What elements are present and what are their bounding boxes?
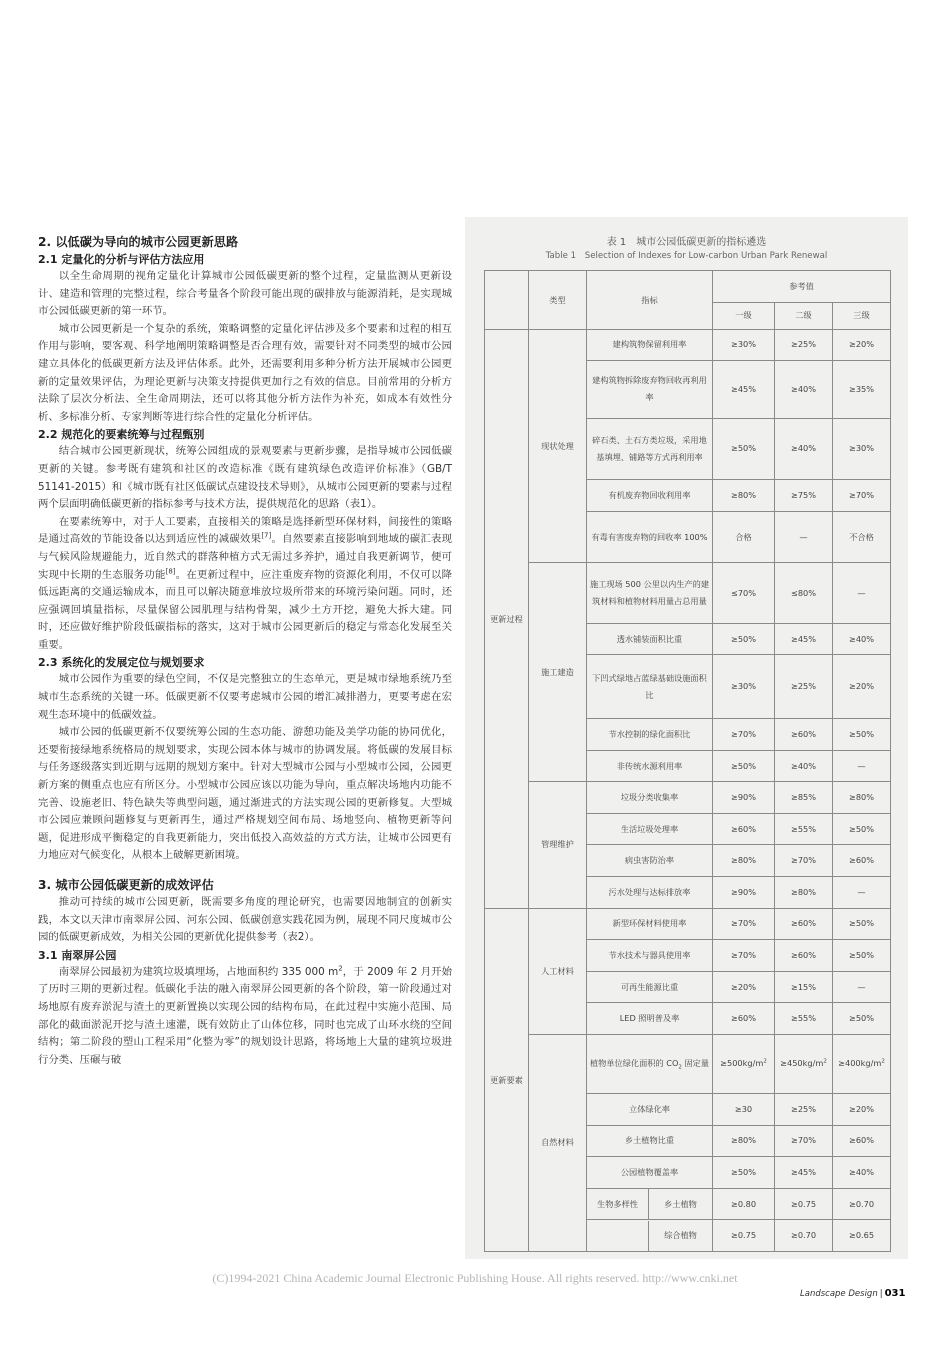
section-2-2-heading: 2.2 规范化的要素统筹与过程甄别	[38, 428, 205, 442]
table-caption-en: Table 1 Selection of Indexes for Low-carbon Urban Park Renewal	[545, 251, 828, 261]
value-text: ≥400	[838, 1058, 861, 1069]
group-elements: 更新要素	[485, 908, 529, 1251]
superscript: 2	[881, 1058, 885, 1065]
paragraph	[38, 964, 452, 1070]
folio-separator: |	[879, 1289, 883, 1299]
paragraph: 城市公园作为重要的绿色空间，不仅是完整独立的生态单元，更是城市绿地系统乃至城市生态系统的关键一环。低碳更新不仅要考虑城市公园的增汇减排潜力，更要考虑在宏观生态环境中的低碳效益。	[38, 673, 452, 721]
subtype-natural: 自然材料	[529, 1034, 587, 1251]
value-text: ≥450	[780, 1058, 803, 1069]
value-cell: ≥20%	[833, 330, 891, 361]
section-3-1-heading: 3.1 南翠屏公园	[38, 948, 117, 962]
value-cell: ≥25%	[775, 654, 833, 718]
index-text: 植物单位绿化面积的 CO	[589, 1058, 679, 1069]
unit-text: kg/m	[860, 1058, 882, 1069]
section-2-1-heading: 2.1 定量化的分析与评估方法应用	[38, 253, 205, 266]
unit-text: kg/m	[742, 1058, 764, 1069]
index-cell: 有机废弃物回收利用率	[587, 479, 713, 512]
section-3-heading: 3. 城市公园低碳更新的成效评估	[38, 878, 214, 892]
index-cell: 新型环保材料使用率	[587, 908, 713, 940]
value-cell: ≥50%	[833, 813, 891, 845]
section-2-heading: 2. 以低碳为导向的城市公园更新思路	[38, 235, 239, 249]
paragraph	[38, 514, 452, 655]
value-cell: ≥80%	[775, 877, 833, 909]
value-cell: ≥60%	[713, 1003, 775, 1035]
value-cell: —	[833, 563, 891, 624]
journal-name: Landscape Design	[800, 1289, 878, 1299]
index-cell: 建构筑物拆除废弃物回收再利用率	[587, 360, 713, 418]
subscript: 2	[678, 1065, 682, 1072]
superscript: 2	[338, 964, 343, 973]
value-cell: —	[833, 971, 891, 1003]
value-cell: ≥70%	[713, 719, 775, 751]
paragraph-text: 南翠屏公园最初为建筑垃圾填埋场，占地面积约 335 000 m	[58, 965, 339, 978]
subtype-status: 现状处理	[529, 330, 587, 563]
value-cell: ≥75%	[775, 479, 833, 512]
value-cell: 不合格	[833, 512, 891, 563]
header-level-2: 二级	[775, 302, 833, 330]
index-text: 乡土植物	[664, 1198, 697, 1209]
index-cell: 病虫害防治率	[587, 845, 713, 877]
value-cell: ≥20%	[833, 1094, 891, 1126]
header-type: 类型	[529, 271, 587, 330]
value-cell: ≥25%	[775, 330, 833, 361]
article-left-column	[38, 234, 452, 1069]
value-cell: ≥40%	[775, 750, 833, 782]
value-cell: ≥70%	[833, 479, 891, 512]
value-cell: ≥30%	[713, 330, 775, 361]
value-cell: ≥0.75	[713, 1220, 775, 1252]
value-cell: ≥50%	[833, 908, 891, 940]
index-cell: 节水技术与器具使用率	[587, 940, 713, 972]
value-cell: ≥50%	[833, 940, 891, 972]
index-cell: 透水铺装面积比重	[587, 624, 713, 655]
value-cell: 合格	[713, 512, 775, 563]
value-cell: ≤80%	[775, 563, 833, 624]
value-cell: ≥20%	[713, 971, 775, 1003]
index-cell: 碎石类、土石方类垃圾，采用地基填埋、铺路等方式再利用率	[587, 418, 713, 479]
index-cell: 立体绿化率	[587, 1094, 713, 1126]
value-cell: ≥40%	[775, 360, 833, 418]
value-cell: ≥45%	[713, 360, 775, 418]
value-cell: ≥85%	[775, 782, 833, 814]
index-cell: 下凹式绿地占蓝绿基础设施面积比	[587, 654, 713, 718]
table-corner	[485, 271, 529, 330]
value-cell: ≥0.80	[713, 1188, 775, 1220]
superscript: 2	[763, 1058, 767, 1065]
index-cell: 公园植物覆盖率	[587, 1157, 713, 1189]
value-cell: ≥30	[713, 1094, 775, 1126]
index-cell: 非传统水源利用率	[587, 750, 713, 782]
index-cell: 可再生能源比重	[587, 971, 713, 1003]
page-number: 031	[884, 1288, 906, 1299]
value-cell: ≥30%	[833, 418, 891, 479]
value-cell: ≥60%	[775, 719, 833, 751]
index-cell: 有毒有害废弃物的回收率 100%	[587, 512, 713, 563]
table-caption-zh: 表 1 城市公园低碳更新的指标遴选	[606, 237, 767, 248]
page-folio	[800, 1288, 905, 1299]
section-2-3-heading: 2.3 系统化的发展定位与规划要求	[38, 656, 205, 670]
paragraph: 以全生命周期的视角定量化计算城市公园低碳更新的整个过程，定量监测从更新设计、建造和管理的完整过程，综合考量各个阶段可能出现的碳排放与能源消耗，是实现城市公园低碳更新的第一环节。	[38, 270, 452, 318]
value-cell: ≥60%	[775, 908, 833, 940]
value-cell: ≥0.65	[833, 1220, 891, 1252]
value-cell: ≥50%	[833, 719, 891, 751]
value-cell: ≥15%	[775, 971, 833, 1003]
value-cell: ≥50%	[713, 1157, 775, 1189]
value-text: ≥500	[720, 1058, 743, 1069]
header-reference: 参考值	[713, 271, 891, 303]
value-cell: ≥70%	[713, 908, 775, 940]
index-text: 综合植物	[664, 1230, 697, 1241]
value-cell: ≥45%	[775, 1157, 833, 1189]
paragraph: 结合城市公园更新现状，统筹公园组成的景观要素与更新步骤，是指导城市公园低碳更新的关键。参考既有建筑和社区的改造标准《既有建筑绿色改造评价标准》（GB/T 51141-2015）和《城市既有社区低碳试点建设技术导则》，从城市公园更新的要素与过程两个层面明确低碳更新的指标参考与技术方法，提供规范化的思路（表1）。	[38, 445, 452, 511]
value-cell: ≥80%	[833, 782, 891, 814]
value-cell: ≥20%	[833, 654, 891, 718]
value-cell: —	[833, 877, 891, 909]
value-cell	[775, 1034, 833, 1093]
value-cell: ≥55%	[775, 813, 833, 845]
value-cell: ≥55%	[775, 1003, 833, 1035]
index-text: 固定量	[681, 1058, 710, 1069]
paragraph-text: 。自然要素直接影响到地域的碳汇表现与气候风险规避能力，近自然式的群落种植方式无需过多养护，通过自我更新调节，便可实现中长期的生态服务功能	[38, 533, 453, 581]
value-cell: ≥60%	[833, 845, 891, 877]
index-cell: 生活垃圾处理率	[587, 813, 713, 845]
value-cell: ≥0.75	[775, 1188, 833, 1220]
value-cell: ≥80%	[713, 845, 775, 877]
value-cell: —	[833, 750, 891, 782]
paragraph: 城市公园更新是一个复杂的系统，策略调整的定量化评估涉及多个要素和过程的相互作用与影响，要客观、科学地阐明策略调整是否合理有效，需要针对不同类型的城市公园建立具体化的低碳更新方法及评估体系。此外，还需要利用多种分析方法开展城市公园更新的定量效果评估，为理论更新与决策支持提供更加行之有效的信息。目前常用的分析方法除了层次分析法、全生命周期法，还可以将其他分析方法作为补充，如成本有效性分析、多标准分析、专家判断等进行综合性的定量化分析评估。	[38, 322, 452, 423]
value-cell: ≥50%	[833, 1003, 891, 1035]
value-cell: ≥50%	[713, 624, 775, 655]
value-cell: ≥70%	[775, 845, 833, 877]
value-cell	[713, 1034, 775, 1093]
index-cell	[587, 1034, 713, 1093]
subtype-artificial: 人工材料	[529, 908, 587, 1034]
value-cell: ≥50%	[713, 418, 775, 479]
index-cell	[587, 1220, 713, 1252]
value-cell: ≥30%	[713, 654, 775, 718]
value-cell: ≥50%	[713, 750, 775, 782]
paragraph: 城市公园的低碳更新不仅要统筹公园的生态功能、游憩功能及美学功能的协同优化，还要衔接绿地系统格局的规划要求，实现公园本体与城市的协调发展。将低碳的发展目标与任务逐级落实到近期与远期的规划方案中。针对大型城市公园与小型城市公园，公园更新方案的侧重点也应有所区分。小型城市公园应该以功能为导向，重点解决场地内功能不完善、设施老旧、特色缺失等典型问题，通过渐进式的方法实现公园的更新修复。大型城市公园应兼顾问题修复与更新再生，通过严格规划空间布局、场地竖向、植物更新等问题，促进形成平衡稳定的自我更新能力，突出低投入高效益的方式方法，让城市公园更有力地应对气候变化，从根本上破解更新困境。	[38, 726, 452, 862]
index-cell	[587, 1188, 713, 1220]
index-cell: 建构筑物保留利用率	[587, 330, 713, 361]
citation-ref-8: [8]	[165, 567, 176, 576]
value-cell: ≥70%	[713, 940, 775, 972]
value-cell: ≥0.70	[833, 1188, 891, 1220]
header-level-3: 三级	[833, 302, 891, 330]
value-cell: ≥90%	[713, 782, 775, 814]
value-cell: ≥80%	[713, 1125, 775, 1157]
index-cell: LED 照明普及率	[587, 1003, 713, 1035]
value-cell: ≥0.70	[775, 1220, 833, 1252]
value-cell: ≥60%	[775, 940, 833, 972]
value-cell: ≥60%	[833, 1125, 891, 1157]
paragraph: 推动可持续的城市公园更新，既需要多角度的理论研究，也需要因地制宜的创新实践，本文以天津市南翠屏公园、河东公园、低碳创意实践花园为例，展现不同尺度城市公园的低碳更新成效，为相关公园的更新优化提供参考（表2）。	[38, 896, 452, 944]
citation-ref-7: [7]	[261, 531, 272, 540]
index-table	[484, 270, 891, 1252]
value-cell: ≥40%	[833, 624, 891, 655]
header-level-1: 一级	[713, 302, 775, 330]
index-cell: 施工现场 500 公里以内生产的建筑材料和植物材料用量占总用量	[587, 563, 713, 624]
value-cell: ≥40%	[775, 418, 833, 479]
value-cell: ≥80%	[713, 479, 775, 512]
value-cell: ≥25%	[775, 1094, 833, 1126]
value-cell: ≥40%	[833, 1157, 891, 1189]
value-cell: ≥90%	[713, 877, 775, 909]
index-cell: 节水控制的绿化面积比	[587, 719, 713, 751]
unit-text: kg/m	[802, 1058, 824, 1069]
value-cell: ≥60%	[713, 813, 775, 845]
header-index: 指标	[587, 271, 713, 330]
index-cell: 乡土植物比重	[587, 1125, 713, 1157]
index-cell: 污水处理与达标排放率	[587, 877, 713, 909]
subtype-manage: 管理维护	[529, 782, 587, 908]
paragraph-text: ，于 2009 年 2 月开始了历时三期的更新过程。低碳化手法的融入南翠屏公园更新的各个阶段，第一阶段通过对场地原有废弃淤泥与渣土的更新置换以实现公园的结构布局，在此过程中实施小范围、局部化的截面淤泥开挖与渣土速灌，既有效防止了山体位移，同时也完成了山环水绕的空间结构；第二阶段的塑山工程采用“化整为零”的规划设计思路，将场地上大量的建筑垃圾进行分类、压碾与破	[38, 965, 452, 1066]
value-cell: ≥45%	[775, 624, 833, 655]
value-cell: ≤70%	[713, 563, 775, 624]
paragraph-text: 在要素统筹中，对于人工要素，直接相关的策略是选择新型环保材料，间接性的策略是通过高效的节能设备以达到适应性的减碳效果	[38, 515, 452, 546]
value-cell: ≥70%	[775, 1125, 833, 1157]
index-cell: 垃圾分类收集率	[587, 782, 713, 814]
subtype-biodiversity: 生物多样性	[587, 1189, 649, 1219]
copyright-watermark: (C)1994-2021 China Academic Journal Electronic Publishing House. All rights reserved. http://www.cnki.net	[212, 1271, 738, 1285]
group-process: 更新过程	[485, 330, 529, 909]
value-cell: —	[775, 512, 833, 563]
value-cell: ≥35%	[833, 360, 891, 418]
paragraph-text: 。在更新过程中，应注重废弃物的资源化利用，不仅可以降低远距离的交通运输成本，而且可以解决随意堆放垃圾所带来的环境污染问题。同时，还应强调回填量指标，尽量保留公园肌理与结构骨架，减少土方开挖，避免大拆大建。同时，还应做好维护阶段低碳指标的落实，这对于城市公园更新后的稳定与常态化发展至关重要。	[38, 568, 453, 651]
superscript: 2	[823, 1058, 827, 1065]
table-1-panel	[465, 217, 908, 1259]
subtype-build: 施工建造	[529, 563, 587, 782]
value-cell	[833, 1034, 891, 1093]
biodiversity-continuation	[587, 1221, 649, 1251]
